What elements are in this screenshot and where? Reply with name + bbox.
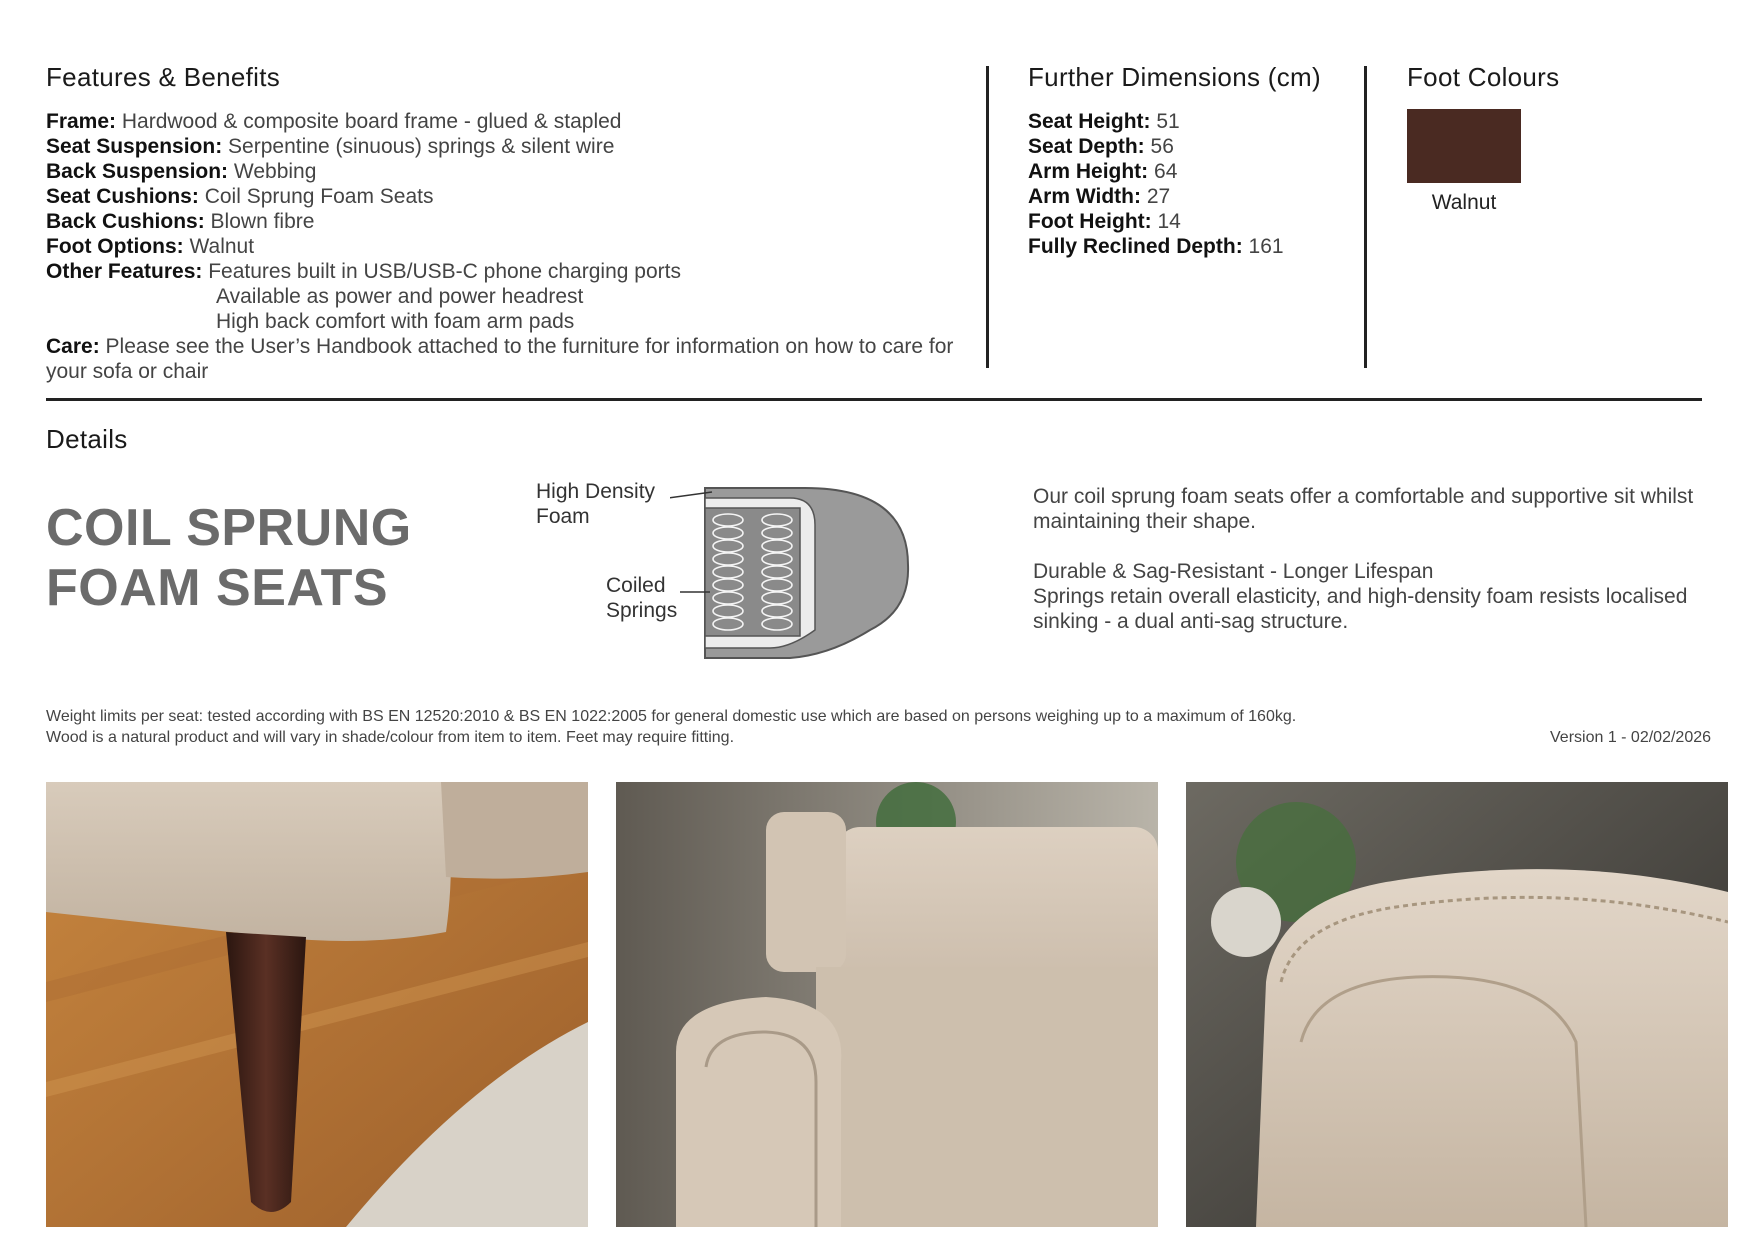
title-line-1: COIL SPRUNG	[46, 499, 412, 557]
care-value: Please see the User’s Handbook attached to the furniture for information on how to care for your sofa or chair	[46, 335, 954, 383]
dimension-row	[1028, 159, 1358, 184]
feature-row	[46, 234, 986, 259]
foot-colours-heading: Foot Colours	[1407, 62, 1560, 92]
feature-value: Blown fibre	[210, 210, 315, 233]
coil-sprung-title	[46, 498, 412, 618]
dimension-label: Arm Height:	[1028, 160, 1149, 183]
feature-row	[46, 159, 986, 184]
dimension-row	[1028, 134, 1358, 159]
dimensions-list	[1028, 109, 1358, 259]
dimension-value: 161	[1248, 235, 1284, 258]
dimension-value: 27	[1146, 185, 1171, 208]
dimension-row	[1028, 184, 1358, 209]
weight-limit-note: Weight limits per seat: tested according with BS EN 12520:2010 & BS EN 1022:2005 for general domestic use which are based on persons weighing up to a maximum of 160kg.	[46, 708, 1297, 725]
column-divider-2	[1364, 66, 1367, 368]
feature-row	[46, 134, 986, 159]
details-description	[1033, 484, 1713, 634]
photo-armrest-closeup	[1186, 782, 1728, 1227]
feature-label: Frame:	[46, 110, 117, 133]
spring-core	[705, 508, 800, 636]
description-subheading: Durable & Sag-Resistant - Longer Lifespan	[1033, 560, 1434, 583]
dimension-label: Foot Height:	[1028, 210, 1152, 233]
dimension-value: 51	[1156, 110, 1180, 133]
coiled-springs-label	[606, 573, 677, 623]
care-label: Care:	[46, 335, 100, 358]
feature-row	[46, 184, 986, 209]
walnut-swatch-label: Walnut	[1431, 191, 1497, 214]
dimensions-section	[1028, 62, 1358, 259]
section-divider	[46, 398, 1702, 401]
feature-row	[46, 109, 986, 134]
high-density-foam-label	[536, 479, 655, 529]
features-extra-list	[46, 284, 986, 334]
photo-armchair-front	[616, 782, 1158, 1227]
title-line-2: FOAM SEATS	[46, 559, 389, 617]
photo-walnut-foot	[46, 782, 588, 1227]
feature-row	[46, 259, 986, 284]
feature-value: Coil Sprung Foam Seats	[204, 185, 434, 208]
other-feature-line: Available as power and power headrest	[216, 285, 584, 308]
care-line	[46, 334, 986, 384]
walnut-swatch	[1407, 109, 1521, 183]
other-feature-line: High back comfort with foam arm pads	[216, 310, 575, 333]
dimension-label: Seat Depth:	[1028, 135, 1145, 158]
feature-value: Hardwood & composite board frame - glued & stapled	[121, 110, 622, 133]
description-paragraph-2: Springs retain overall elasticity, and high-density foam resists localised sinking - a dual anti-sag structure.	[1033, 585, 1688, 633]
feature-row	[46, 209, 986, 234]
feature-label: Foot Options:	[46, 235, 184, 258]
dimension-label: Fully Reclined Depth:	[1028, 235, 1243, 258]
column-divider-1	[986, 66, 989, 368]
features-section	[46, 62, 986, 384]
description-paragraph-1: Our coil sprung foam seats offer a comfortable and supportive sit whilst maintaining their shape.	[1033, 485, 1694, 533]
dimension-value: 14	[1157, 210, 1181, 233]
feature-label: Back Suspension:	[46, 160, 229, 183]
feature-label: Other Features:	[46, 260, 203, 283]
feature-value: Serpentine (sinuous) springs & silent wire	[228, 135, 615, 158]
feature-label: Seat Suspension:	[46, 135, 223, 158]
features-heading: Features & Benefits	[46, 62, 281, 92]
features-list	[46, 109, 986, 284]
dimension-label: Seat Height:	[1028, 110, 1151, 133]
feature-label: Seat Cushions:	[46, 185, 199, 208]
feature-value: Webbing	[233, 160, 317, 183]
dimension-value: 64	[1154, 160, 1178, 183]
foot-colours-section	[1407, 62, 1707, 215]
seat-cross-section-diagram	[670, 480, 920, 670]
feature-value: Walnut	[189, 235, 255, 258]
footnotes	[46, 706, 1546, 748]
dimensions-heading: Further Dimensions (cm)	[1028, 62, 1321, 92]
foam-label-line-2: Foam	[536, 505, 590, 528]
foam-label-line-1: High Density	[536, 480, 656, 503]
feature-label: Back Cushions:	[46, 210, 205, 233]
dimension-label: Arm Width:	[1028, 185, 1141, 208]
dimension-row	[1028, 234, 1358, 259]
details-heading: Details	[46, 424, 128, 454]
springs-label-line-1: Coiled	[606, 574, 666, 597]
dimension-row	[1028, 209, 1358, 234]
version-label: Version 1 - 02/02/2026	[1550, 729, 1712, 746]
wood-note: Wood is a natural product and will vary in shade/colour from item to item. Feet may require fitting.	[46, 729, 735, 746]
feature-value: Features built in USB/USB-C phone charging ports	[208, 260, 681, 283]
dimension-row	[1028, 109, 1358, 134]
dimension-value: 56	[1150, 135, 1174, 158]
springs-label-line-2: Springs	[606, 599, 678, 622]
